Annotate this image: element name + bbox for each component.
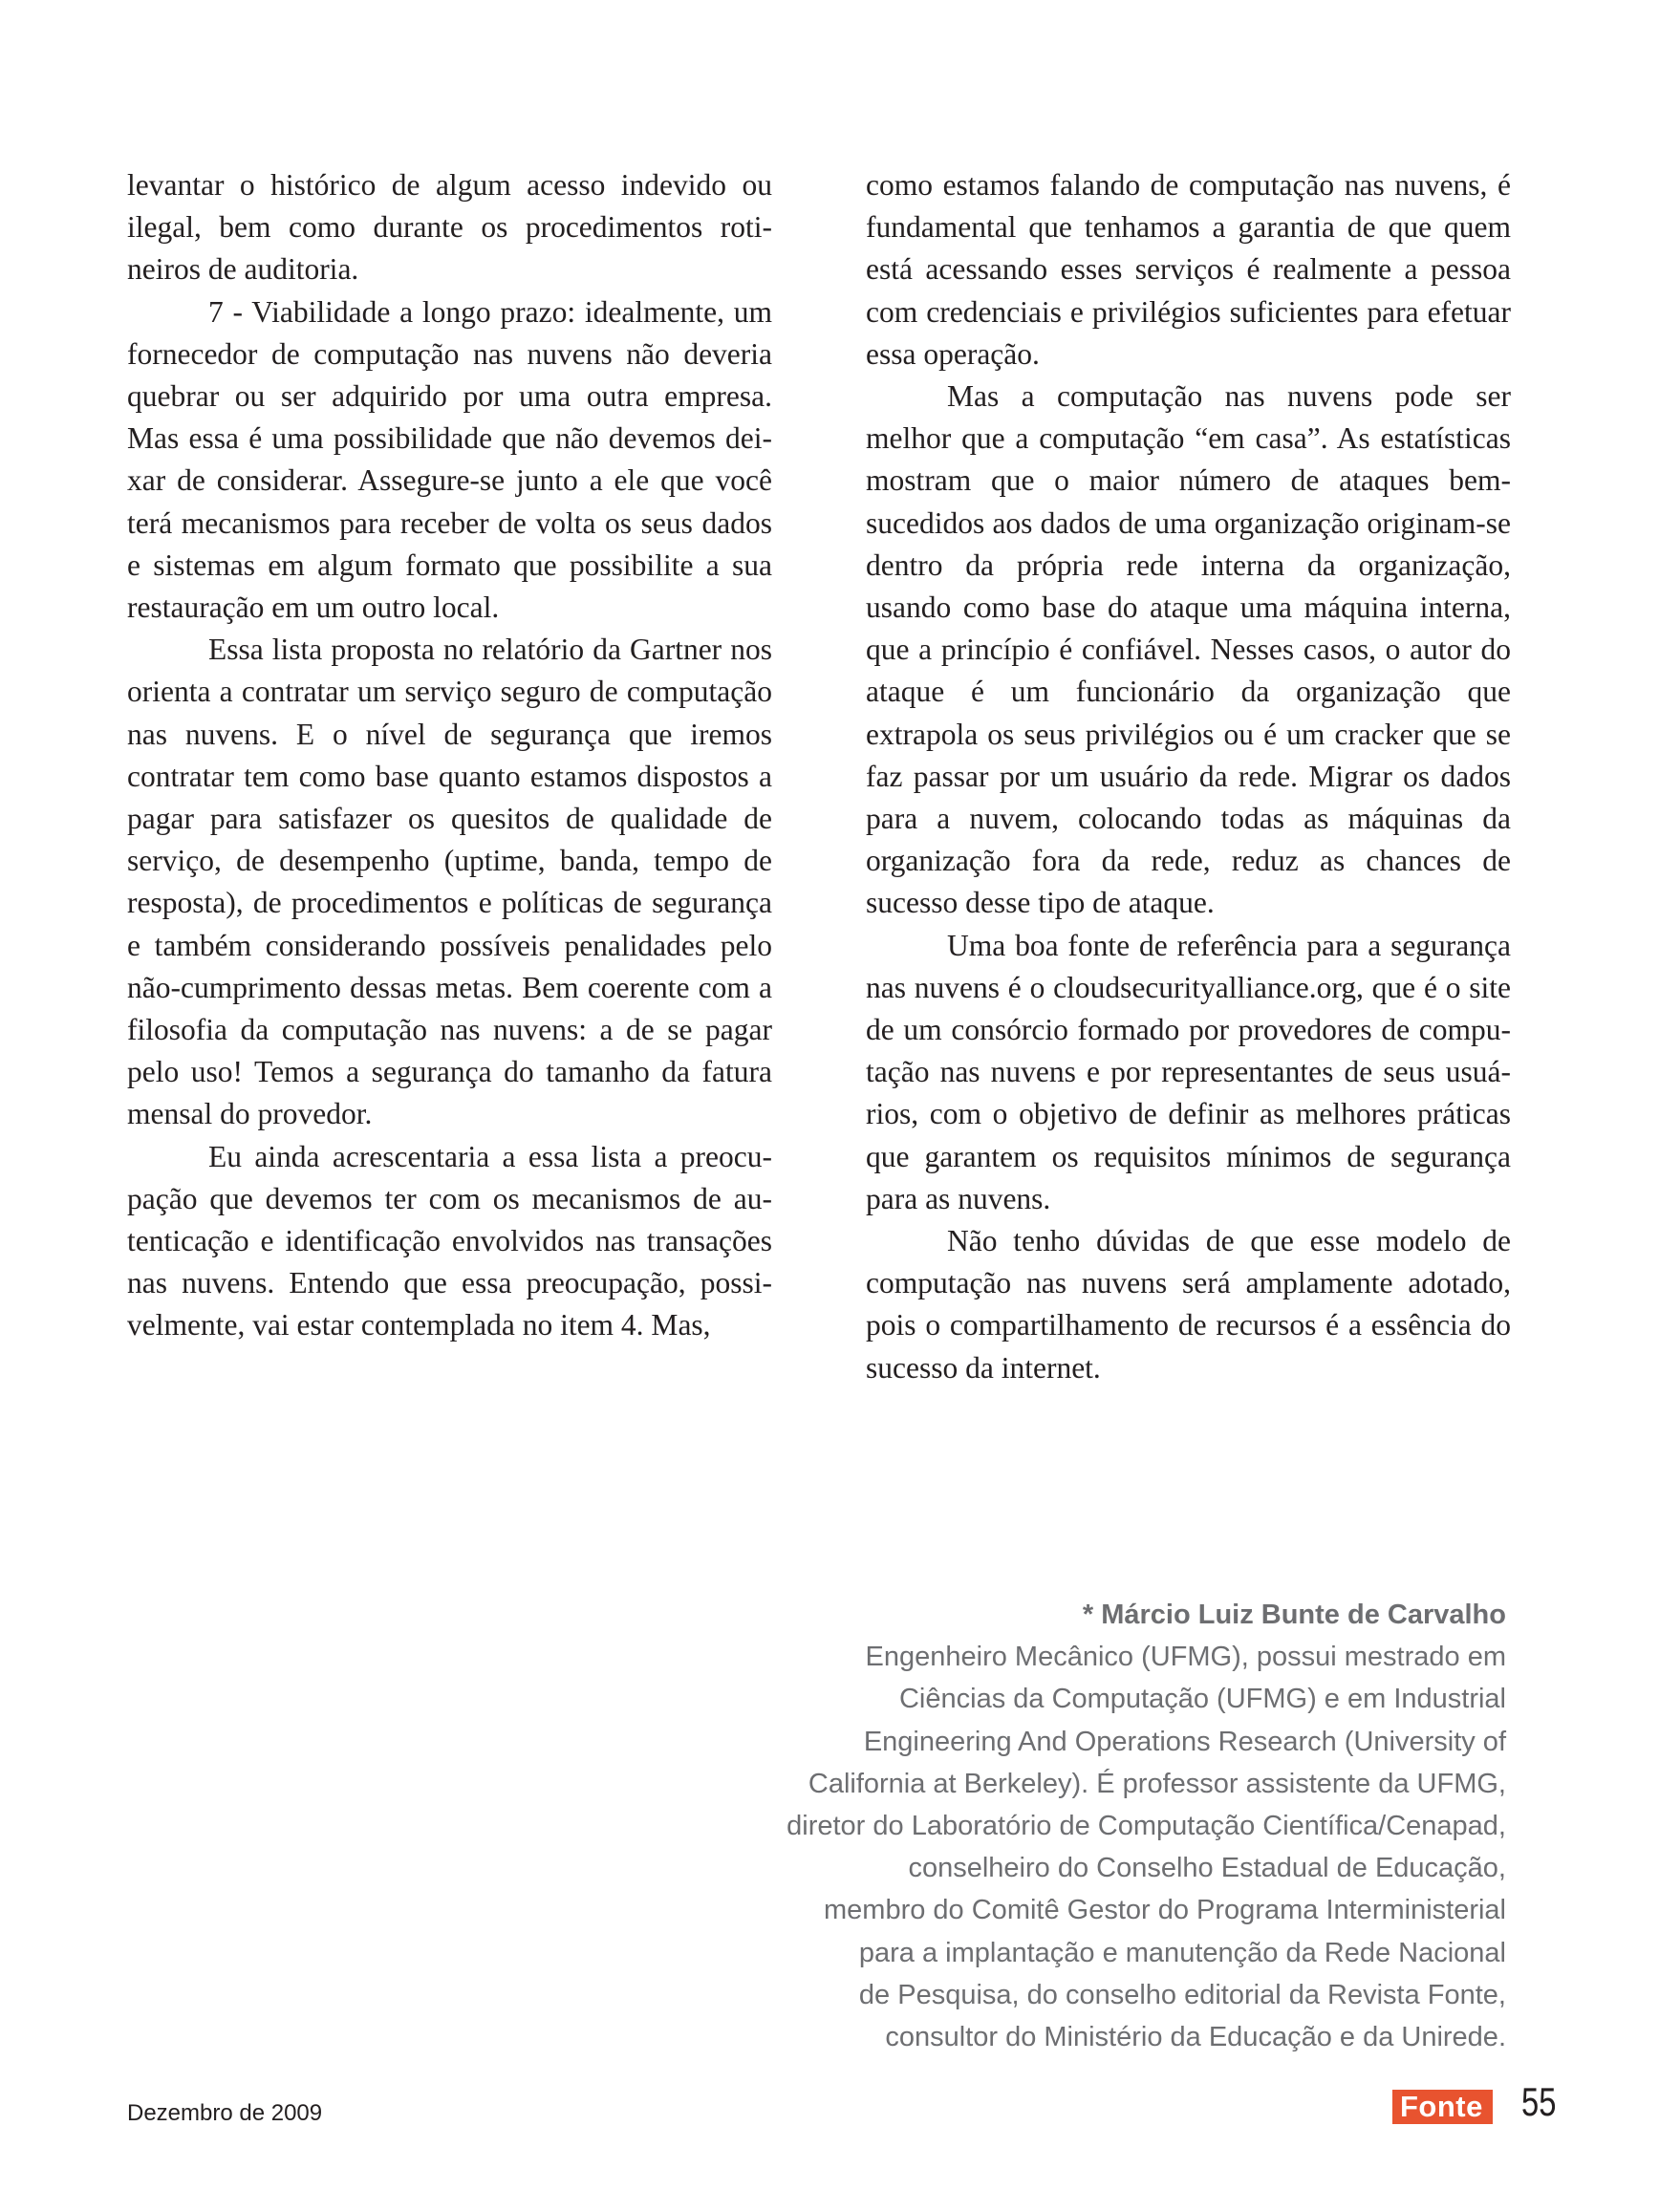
bio-line: Engineering And Operations Research (University of bbox=[863, 1726, 1506, 1757]
bio-line: Ciências da Computação (UFMG) e em Industrial bbox=[898, 1684, 1506, 1715]
paragraph: como estamos falando de computação nas nuvens, é fundamental que tenhamos a garantia de que quem está acessando esses serviços é realmente a pessoa com credenciais e privilégios suficientes para efetuar essa operação. bbox=[866, 168, 1511, 371]
bio-line: conselheiro do Conselho Estadual de Educação, bbox=[908, 1853, 1506, 1884]
author-bio bbox=[726, 1594, 1506, 2058]
issue-date: Dezembro de 2009 bbox=[127, 2100, 323, 2126]
paragraph: Mas a computação nas nuvens pode ser melhor que a computação “em casa”. As estatísticas mostram que o maior número de ataques bem-sucedidos aos dados de uma organização originam-se dentro da própria rede interna da organização, usando como base do ataque uma máquina interna, que a princípio é confiável. Nesses casos, o autor do ataque é um funcionário da organização que extrapola os seus privilégios ou é um cracker que se faz passar por um usuário da rede. Migrar os dados para a nuvem, colocando todas as máquinas da organização fora da rede, reduz as chances de sucesso desse tipo de ataque. bbox=[866, 379, 1511, 920]
paragraph: Essa lista proposta no relatório da Gartner nos orienta a contratar um serviço seguro de computação nas nuvens. E o nível de segurança que iremos contratar tem como base quanto estamos dispostos a pagar para satisfazer os quesitos de qualidade de serviço, de desempenho (uptime, banda, tempo de resposta), de procedimentos e políticas de segurança e também considerando possíveis penalidades pelo não-cumprimento dessas metas. Bem coerente com a filosofia da computação nas nuvens: a de se pagar pelo uso! Temos a segurança do tamanho da fatura mensal do provedor. bbox=[127, 633, 772, 1131]
page-number: 55 bbox=[1521, 2079, 1557, 2124]
paragraph: Uma boa fonte de referência para a segurança nas nuvens é o cloudsecurityalliance.org, que é o site de um consórcio formado por provedores de computação nas nuvens e por representantes de seus usuários, com o objetivo de definir as melhores práticas que garantem os requisitos mínimos de segurança para as nuvens. bbox=[866, 928, 1511, 1215]
bio-line: diretor do Laboratório de Computação Científica/Cenapad, bbox=[786, 1811, 1506, 1842]
bio-line: de Pesquisa, do conselho editorial da Revista Fonte, bbox=[858, 1979, 1506, 2010]
bio-line: Engenheiro Mecânico (UFMG), possui mestrado em bbox=[865, 1642, 1506, 1673]
author-name: * Márcio Luiz Bunte de Carvalho bbox=[1082, 1600, 1506, 1630]
bio-line: membro do Comitê Gestor do Programa Interministerial bbox=[824, 1895, 1506, 1926]
paragraph: levantar o histórico de algum acesso indevido ou ilegal, bem como durante os procedimentos rotineiros de auditoria. bbox=[127, 168, 772, 287]
right-column bbox=[866, 164, 1511, 1389]
fonte-logo: Fonte bbox=[1392, 2090, 1493, 2124]
paragraph: Não tenho dúvidas de que esse modelo de computação nas nuvens será amplamente adotado, pois o compartilhamento de recursos é a essência do sucesso da internet. bbox=[866, 1224, 1511, 1385]
bio-line: para a implantação e manutenção da Rede Nacional bbox=[858, 1937, 1506, 1968]
paragraph: 7 - Viabilidade a longo prazo: idealmente, um fornecedor de computação nas nuvens não deveria quebrar ou ser adquirido por uma outra empresa. Mas essa é uma possibilidade que não devemos deixar de considerar. Assegure-se junto a ele que você terá mecanismos para receber de volta os seus dados e sistemas em algum formato que possibilite a sua restauração em um outro local. bbox=[127, 294, 772, 625]
bio-line: California at Berkeley). É professor assistente da UFMG, bbox=[808, 1768, 1506, 1799]
paragraph: Eu ainda acrescentaria a essa lista a preocupação que devemos ter com os mecanismos de autenticação e identificação envolvidos nas transações nas nuvens. Entendo que essa preocupação, possivelmente, vai estar contemplada no item 4. Mas, bbox=[127, 1139, 772, 1342]
bio-line: consultor do Ministério da Educação e da Unirede. bbox=[885, 2022, 1506, 2053]
left-column bbox=[127, 164, 772, 1347]
